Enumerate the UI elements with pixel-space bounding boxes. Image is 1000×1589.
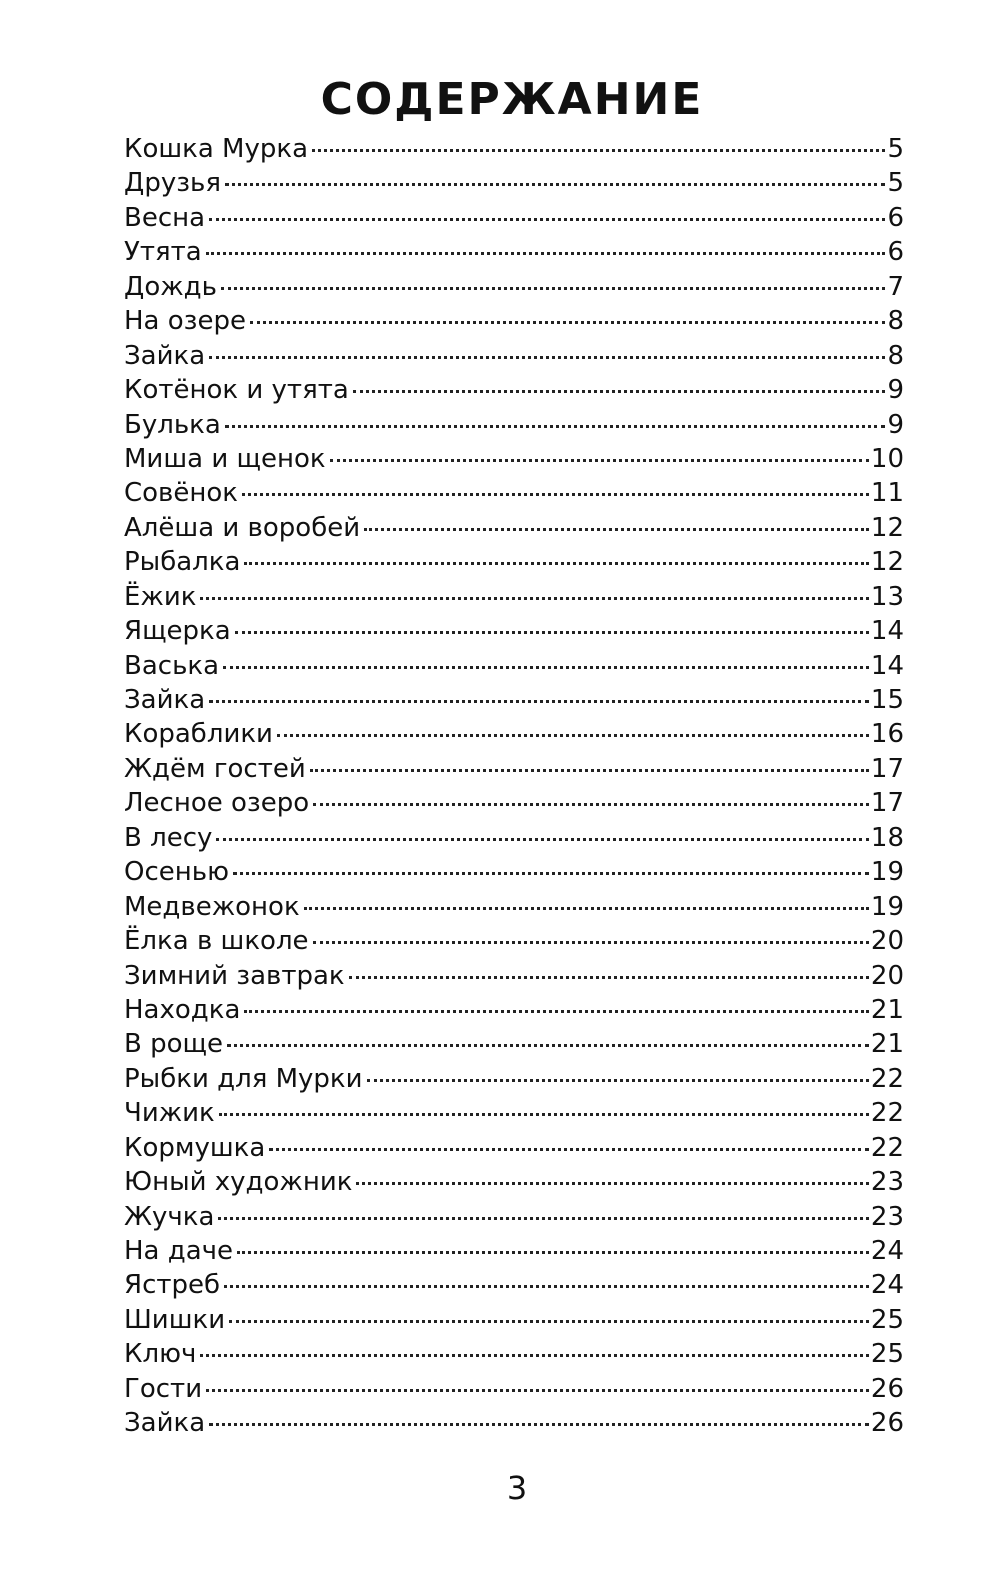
toc-entry[interactable] <box>124 1165 904 1199</box>
toc-entry-title: На даче <box>124 1236 234 1266</box>
toc-entry-page: 8 <box>887 306 904 337</box>
toc-entry-page: 12 <box>870 512 904 543</box>
toc-entry-page: 13 <box>870 581 904 612</box>
toc-entry-page: 26 <box>870 1373 904 1404</box>
toc-entry-title: Находка <box>124 994 241 1025</box>
toc-entry[interactable] <box>124 821 904 855</box>
toc-entry-title: Жучка <box>124 1201 215 1232</box>
toc-entry-title: Ждём гостей <box>124 753 306 784</box>
toc-entry[interactable] <box>124 201 904 235</box>
toc-entry-title: Осенью <box>124 857 229 888</box>
dot-leader <box>219 1113 869 1116</box>
dot-leader <box>224 1285 869 1288</box>
toc-entry[interactable] <box>124 580 904 614</box>
toc-entry[interactable] <box>124 890 904 924</box>
toc-entry-title: В роще <box>124 1029 223 1060</box>
dot-leader <box>200 1354 869 1357</box>
toc-entry-title: Булька <box>124 409 221 440</box>
toc-entry-page: 11 <box>870 478 904 509</box>
page-title: СОДЕРЖАНИЕ <box>320 74 704 125</box>
toc-entry-title: Совёнок <box>124 478 238 509</box>
toc-entry-title: Весна <box>124 202 206 233</box>
toc-entry-title: Чижик <box>124 1098 215 1129</box>
dot-leader <box>244 562 868 565</box>
toc-entry-page: 24 <box>870 1236 904 1266</box>
toc-entry[interactable] <box>124 959 904 993</box>
toc-entry-page: 12 <box>870 547 904 578</box>
toc-entry[interactable] <box>124 270 904 304</box>
dot-leader <box>209 700 869 703</box>
dot-leader <box>223 666 869 669</box>
dot-leader <box>206 1389 869 1392</box>
toc-entry-page: 14 <box>870 616 904 647</box>
toc-entry-title: Рыбки для Мурки <box>124 1063 363 1094</box>
dot-leader <box>229 1320 869 1323</box>
toc-entry[interactable] <box>124 235 904 269</box>
toc-entry[interactable] <box>124 132 904 166</box>
toc-entry-title: Ястреб <box>124 1270 221 1301</box>
toc-entry-page: 25 <box>870 1339 904 1370</box>
dot-leader <box>364 528 869 531</box>
toc-entry[interactable] <box>124 1234 904 1268</box>
dot-leader <box>356 1182 868 1185</box>
dot-leader <box>277 734 869 737</box>
toc-entry-page: 6 <box>887 202 904 233</box>
toc-entry-title: Зайка <box>124 1408 206 1439</box>
toc-entry-title: Гости <box>124 1373 203 1404</box>
toc-entry[interactable] <box>124 373 904 407</box>
toc-entry-page: 17 <box>870 788 904 819</box>
toc-entry-title: На озере <box>124 306 246 337</box>
toc-entry[interactable] <box>124 614 904 648</box>
dot-leader <box>216 838 869 841</box>
toc-entry[interactable] <box>124 1096 904 1130</box>
toc-entry-page: 22 <box>870 1132 904 1163</box>
toc-entry-title: Друзья <box>124 168 221 199</box>
toc-entry-title: Кошка Мурка <box>124 134 309 164</box>
toc-entry[interactable] <box>124 1372 904 1406</box>
dot-leader <box>235 631 869 634</box>
toc-entry-title: Миша и щенок <box>124 443 326 474</box>
table-of-contents <box>124 132 904 1441</box>
toc-entry[interactable] <box>124 1268 904 1302</box>
toc-entry-title: Шишки <box>124 1304 226 1335</box>
dot-leader <box>209 1423 869 1426</box>
toc-entry-page: 18 <box>870 822 904 853</box>
toc-entry[interactable] <box>124 511 904 545</box>
toc-entry-title: Ёлка в школе <box>124 926 309 957</box>
toc-entry[interactable] <box>124 786 904 820</box>
toc-entry-page: 22 <box>870 1063 904 1094</box>
toc-entry[interactable] <box>124 166 904 200</box>
toc-entry[interactable] <box>124 1200 904 1234</box>
toc-entry-page: 14 <box>870 650 904 681</box>
toc-entry[interactable] <box>124 442 904 476</box>
toc-entry-title: Васька <box>124 650 220 681</box>
toc-entry[interactable] <box>124 476 904 510</box>
toc-entry-title: Зимний завтрак <box>124 960 345 991</box>
dot-leader <box>244 1010 869 1013</box>
toc-entry-title: Котёнок и утята <box>124 375 349 406</box>
toc-entry-page: 22 <box>870 1098 904 1129</box>
toc-entry-page: 20 <box>870 960 904 991</box>
dot-leader <box>218 1217 869 1220</box>
toc-entry[interactable] <box>124 1303 904 1337</box>
toc-entry[interactable] <box>124 683 904 717</box>
dot-leader <box>367 1079 869 1082</box>
dot-leader <box>353 390 886 393</box>
toc-entry-page: 24 <box>870 1270 904 1301</box>
toc-entry-title: Утята <box>124 237 202 268</box>
toc-entry-page: 23 <box>870 1167 904 1198</box>
toc-entry-title: Ящерка <box>124 616 231 647</box>
dot-leader <box>209 356 885 359</box>
toc-entry-title: Ключ <box>124 1339 197 1370</box>
toc-entry-title: Медвежонок <box>124 891 300 922</box>
toc-entry-page: 23 <box>870 1201 904 1232</box>
toc-entry[interactable] <box>124 339 904 373</box>
toc-entry[interactable] <box>124 649 904 683</box>
toc-entry[interactable] <box>124 855 904 889</box>
dot-leader <box>225 425 886 428</box>
toc-entry-page: 6 <box>887 237 904 268</box>
dot-leader <box>242 493 869 496</box>
toc-entry[interactable] <box>124 304 904 338</box>
toc-entry-page: 5 <box>887 134 904 164</box>
dot-leader <box>209 218 885 221</box>
toc-entry-page: 26 <box>870 1408 904 1439</box>
toc-entry-title: Зайка <box>124 685 206 715</box>
dot-leader <box>269 1148 869 1151</box>
toc-entry-title: Дождь <box>124 271 217 302</box>
dot-leader <box>312 149 885 152</box>
dot-leader <box>200 597 868 600</box>
toc-entry[interactable] <box>124 924 904 958</box>
toc-entry-page: 16 <box>870 719 904 750</box>
toc-entry-title: Кормушка <box>124 1132 266 1163</box>
toc-entry[interactable] <box>124 993 904 1027</box>
toc-entry-page: 21 <box>870 1029 904 1060</box>
dot-leader <box>349 976 869 979</box>
toc-entry[interactable] <box>124 1062 904 1096</box>
dot-leader <box>313 941 869 944</box>
toc-entry-page: 15 <box>870 685 904 715</box>
toc-entry[interactable] <box>124 545 904 579</box>
toc-entry-page: 9 <box>887 375 904 406</box>
toc-entry-page: 7 <box>887 271 904 302</box>
dot-leader <box>233 872 869 875</box>
toc-entry[interactable] <box>124 1406 904 1440</box>
toc-entry[interactable] <box>124 1027 904 1061</box>
dot-leader <box>310 769 869 772</box>
dot-leader <box>221 287 886 290</box>
toc-entry-page: 19 <box>870 891 904 922</box>
dot-leader <box>227 1044 869 1047</box>
dot-leader <box>250 321 885 324</box>
toc-entry-title: Зайка <box>124 340 206 371</box>
toc-entry-page: 20 <box>870 926 904 957</box>
toc-entry[interactable] <box>124 1131 904 1165</box>
toc-entry-title: Лесное озеро <box>124 788 310 819</box>
toc-entry-page: 8 <box>887 340 904 371</box>
dot-leader <box>313 803 869 806</box>
toc-entry-page: 10 <box>870 443 904 474</box>
page-number: 3 <box>506 1469 528 1507</box>
toc-entry-title: В лесу <box>124 822 213 853</box>
toc-entry-page: 5 <box>887 168 904 199</box>
toc-entry-page: 25 <box>870 1304 904 1335</box>
dot-leader <box>206 252 886 255</box>
dot-leader <box>304 907 869 910</box>
toc-entry[interactable] <box>124 1337 904 1371</box>
dot-leader <box>330 459 869 462</box>
toc-entry[interactable] <box>124 408 904 442</box>
toc-entry-title: Рыбалка <box>124 547 241 578</box>
toc-entry-title: Юный художник <box>124 1167 353 1198</box>
toc-entry[interactable] <box>124 717 904 751</box>
toc-entry-title: Кораблики <box>124 719 273 750</box>
toc-entry[interactable] <box>124 752 904 786</box>
toc-entry-page: 21 <box>870 994 904 1025</box>
toc-entry-title: Алёша и воробей <box>124 512 361 543</box>
dot-leader <box>237 1251 869 1254</box>
toc-entry-page: 19 <box>870 857 904 888</box>
toc-entry-page: 17 <box>870 753 904 784</box>
toc-entry-title: Ёжик <box>124 581 197 612</box>
toc-entry-page: 9 <box>887 409 904 440</box>
dot-leader <box>225 183 885 186</box>
